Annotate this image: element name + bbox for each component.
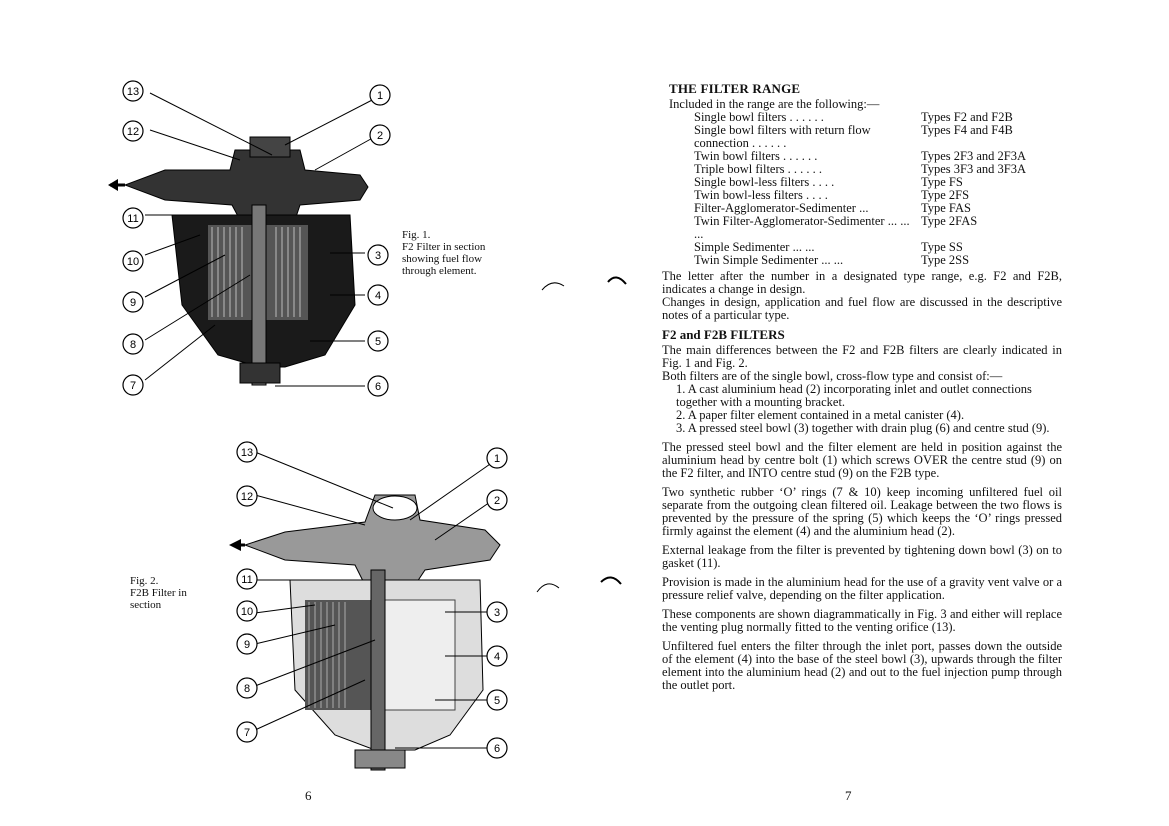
callout-8: 8 (129, 339, 137, 351)
callout-6: 6 (374, 381, 382, 393)
callout-5: 5 (374, 336, 382, 348)
fig2-diagram (225, 440, 525, 790)
paragraph-main: The main differences between the F2 and F2B filters are clearly indicated in Fig. 1 and Fig. 2. (662, 343, 1062, 370)
list-item: 2. A paper filter element contained in a metal canister (4). (676, 408, 965, 422)
paragraph-bowl: The pressed steel bowl and the filter element are held in position against the aluminium head by centre bolt (1) which screws OVER the centre stud (9) on the F2 filter, and INTO centre stud (9) on the F2B type. (662, 440, 1062, 480)
fig2-callout-13: 13 (240, 447, 254, 459)
fig2-caption-line1: F2B Filter in (130, 587, 187, 599)
page-title: THE FILTER RANGE (669, 81, 801, 96)
fig2-caption (130, 575, 187, 611)
components-list (662, 383, 1062, 435)
fig2-callout-5: 5 (493, 695, 501, 707)
list-item: Twin Simple Sedimenter ... ... Type 2SS (694, 253, 970, 267)
paragraph-provision: Provision is made in the aluminium head for the use of a gravity vent valve or a pressure relief valve, depending on the filter application. (662, 575, 1062, 602)
section-heading: F2 and F2B FILTERS (662, 327, 785, 342)
callout-11: 11 (127, 213, 139, 225)
fold-mark-icon (540, 268, 630, 298)
list-item: Twin bowl-less filters . . . . Type 2FS (694, 188, 970, 202)
fig2-callout-3: 3 (493, 607, 501, 619)
paragraph-unfiltered: Unfiltered fuel enters the filter through the inlet port, passes down the outside of the element (4) into the base of the steel bowl (3), upwards through the filter element into the aluminium head (2) and out to the fuel injection pump through the outlet port. (662, 639, 1062, 692)
fig2-callout-12: 12 (240, 491, 254, 503)
callout-2: 2 (376, 130, 384, 142)
fig2-callout-1: 1 (493, 453, 501, 465)
list-item: Twin Filter-Agglomerator-Sedimenter ... ... ... Type 2FAS (694, 214, 978, 241)
callout-7: 7 (129, 380, 137, 392)
paragraph-rings: Two synthetic rubber ‘O’ rings (7 & 10) keep incoming unfiltered fuel oil separate from the outgoing clean filtered oil. Leakage between the two flows is prevented by the pressure of the spring (5) which keeps the ‘O’ rings pressed firmly against the element (4) and the aluminium head (2). (662, 485, 1062, 538)
right-page-text (662, 82, 1062, 698)
fold-mark-icon (535, 570, 625, 600)
fig1-caption-line2: showing fuel flow (402, 253, 483, 265)
range-intro: Included in the range are the following:— (669, 97, 880, 111)
list-item: 1. A cast aluminium head (2) incorporating inlet and outlet connections together with a mounting bracket. (676, 382, 1032, 409)
callout-4: 4 (374, 290, 382, 302)
fig1-caption-line1: F2 Filter in section (402, 241, 486, 253)
callout-10: 10 (126, 256, 140, 268)
right-page-number: 7 (845, 788, 852, 803)
list-item: Single bowl filters with return flow connection . . . . . . Types F4 and F4B (694, 123, 1013, 150)
list-item: Filter-Agglomerator-Sedimenter ... Type FAS (694, 201, 971, 215)
list-item: Single bowl-less filters . . . . Type FS (694, 175, 963, 189)
callout-3: 3 (374, 250, 382, 262)
fig1-caption-line3: through element. (402, 265, 477, 277)
fig2-callout-10: 10 (240, 606, 254, 618)
paragraph-both: Both filters are of the single bowl, cross-flow type and consist of:— (662, 369, 1003, 383)
left-page-number: 6 (305, 788, 312, 803)
callout-13: 13 (126, 86, 140, 98)
fig1-label: Fig. 1. (402, 229, 431, 241)
fig1-diagram (100, 75, 410, 405)
fig2-callout-4: 4 (493, 651, 501, 663)
list-item: 3. A pressed steel bowl (3) together with drain plug (6) and centre stud (9). (676, 421, 1050, 435)
list-item: Single bowl filters . . . . . . Types F2 and F2B (694, 110, 1013, 124)
fig2-callout-2: 2 (493, 495, 501, 507)
paragraph-components: These components are shown diagrammatically in Fig. 3 and either will replace the venting plug normally fitted to the venting orifice (13). (662, 607, 1062, 634)
fig2-label: Fig. 2. (130, 575, 159, 587)
filter-range-list (662, 111, 1062, 267)
list-item: Simple Sedimenter ... ... Type SS (694, 240, 963, 254)
fig2-callout-8: 8 (243, 683, 251, 695)
callout-12: 12 (126, 126, 140, 138)
list-item: Twin bowl filters . . . . . . Types 2F3 and 2F3A (694, 149, 1027, 163)
callout-1: 1 (376, 90, 384, 102)
paragraph-changes: Changes in design, application and fuel flow are discussed in the descriptive notes of a particular type. (662, 295, 1062, 322)
callout-9: 9 (129, 297, 137, 309)
paragraph-external: External leakage from the filter is prevented by tightening down bowl (3) on to gasket (11). (662, 543, 1062, 570)
fig2-callout-9: 9 (243, 639, 251, 651)
fig2-callout-11: 11 (241, 574, 253, 586)
list-item: Triple bowl filters . . . . . . Types 3F3 and 3F3A (694, 162, 1027, 176)
fig1-caption (402, 229, 485, 277)
fig2-callout-7: 7 (243, 727, 251, 739)
fig2-callout-6: 6 (493, 743, 501, 755)
fig2-caption-line2: section (130, 599, 162, 611)
paragraph-letter: The letter after the number in a designated type range, e.g. F2 and F2B, indicates a change in design. (662, 269, 1062, 296)
